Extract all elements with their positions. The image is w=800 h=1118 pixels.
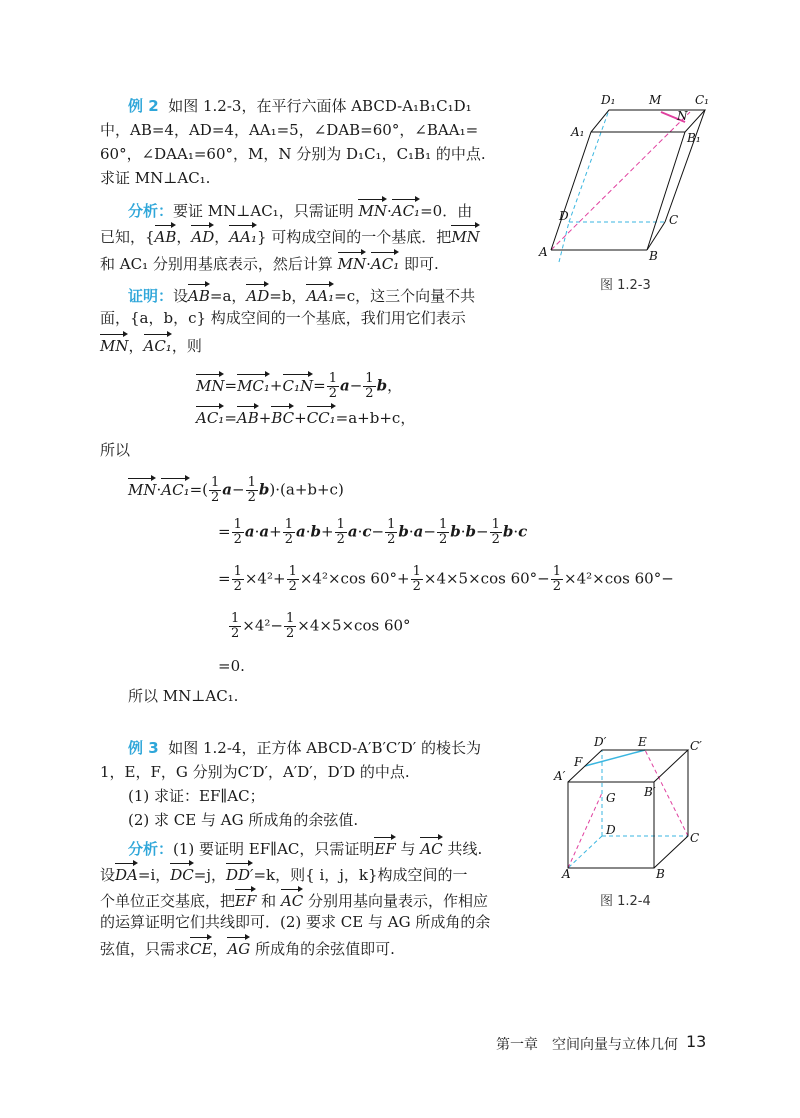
vector-aa1: AA₁ (306, 283, 334, 306)
equation-mn: MN=MC₁+C₁N= $\frac{1}{2}$ a− $\frac{1}{2}$ b， (196, 371, 403, 401)
analysis-text: (1) 要证明 EF∥AC，只需证明 (173, 840, 375, 858)
vector-mn: MN (100, 333, 128, 356)
example3-q1: (1) 求证：EF∥AC； (128, 787, 265, 805)
vector-cc1: CC₁ (307, 405, 336, 428)
analysis-text: 个单位正交基底，把 (100, 892, 236, 910)
fraction-half: $\frac{1}{2}$ (284, 517, 293, 547)
equation-ac1: AC₁=AB+BC+CC₁=a+b+c， (196, 405, 415, 428)
example3-line2: 1，E，F，G 分别为C′D′，A′D′，D′D 的中点. (100, 763, 410, 781)
vector-ad: AD (246, 283, 269, 306)
expansion-line4: $\frac{1}{2}$ ×4²− $\frac{1}{2}$ ×4×5×cos 60° (231, 611, 411, 641)
vector-ac1: AC₁ (196, 405, 224, 428)
vector-dd: DD′ (226, 862, 253, 885)
expansion-line5: =0. (218, 657, 245, 675)
proof-text: ，则 (171, 337, 202, 355)
label-b: B (656, 867, 665, 881)
analysis-text: 与 (400, 840, 416, 858)
label-c1: C₁ (695, 93, 709, 107)
analysis-text: 分别用基向量表示，作相应 (308, 892, 489, 910)
vector-mn: MN (358, 198, 386, 221)
fraction-half: $\frac{1}{2}$ (211, 475, 220, 505)
vector-bc: BC (271, 405, 294, 428)
analysis-text: 所成角的余弦值即可. (255, 940, 395, 958)
so-text: 所以 (100, 441, 131, 459)
analysis-text: =0．由 (420, 202, 473, 220)
proof-line3: MN，AC₁，则 (100, 333, 202, 356)
label-d: D (606, 823, 616, 837)
vector-ac1: AC₁ (392, 198, 420, 221)
vector-aa1: AA₁ (229, 224, 257, 247)
cube-figure (550, 735, 710, 881)
edge-ad (559, 222, 569, 262)
figure1-caption: 图 1.2-3 (600, 278, 651, 293)
figure2-caption: 图 1.2-4 (600, 894, 651, 909)
example2-analysis-line3: 和 AC₁ 分别用基底表示，然后计算 MN·AC₁ 即可. (100, 251, 439, 274)
vector-da: DA (115, 862, 138, 885)
label-c: C (669, 213, 679, 227)
vector-ab: AB (155, 224, 177, 247)
vector-mn: MN (196, 373, 224, 396)
vector-ac: AC (420, 836, 442, 859)
vector-ac1: AC₁ (144, 333, 172, 356)
label-a1: A₁ (571, 125, 585, 139)
edge-bc (647, 222, 665, 250)
example3-q2: (2) 求 CE 与 AG 所成角的余弦值. (128, 811, 359, 829)
analysis-label: 分析： (128, 840, 174, 858)
example2-line3: 60°，∠DAA₁=60°，M，N 分别为 D₁C₁，C₁B₁ 的中点. (100, 145, 486, 163)
chapter-footer: 第一章 空间向量与立体几何 (496, 1037, 678, 1053)
label-f: F (574, 755, 583, 769)
vector-mn: MN (338, 251, 366, 274)
fraction-half: $\frac{1}{2}$ (328, 371, 337, 401)
example2-label: 例 2 (128, 97, 159, 115)
vector-ac: AC (281, 888, 303, 911)
edge-bb1 (647, 132, 685, 250)
right-edges (654, 750, 688, 868)
fraction-half: $\frac{1}{2}$ (285, 611, 295, 641)
expansion-rhs: ·(a+b+c) (275, 480, 344, 499)
vector-ef: EF (374, 836, 395, 859)
example2-text1: 如图 1.2-3，在平行六面体 ABCD-A₁B₁C₁D₁ (168, 97, 472, 115)
proof-line1 (128, 283, 475, 306)
label-b-prime: B′ (644, 785, 656, 799)
fraction-half: $\frac{1}{2}$ (336, 517, 345, 547)
label-a: A (539, 245, 548, 259)
vector-mn: MN (128, 477, 156, 500)
fraction-half: $\frac{1}{2}$ (438, 517, 448, 547)
vector-ad: AD (191, 224, 214, 247)
fraction-half: $\frac{1}{2}$ (491, 517, 500, 547)
fraction-half: $\frac{1}{2}$ (233, 564, 242, 594)
edge-da (568, 836, 602, 868)
label-a-prime: A′ (554, 769, 566, 783)
analysis-text: ， (212, 940, 228, 958)
example2-analysis-line2: 已知，{AB，AD，AA₁} 可构成空间的一个基底．把MN (100, 224, 480, 247)
analysis-text: =i， (137, 866, 171, 884)
label-n: N (677, 109, 688, 123)
label-d: D (559, 209, 569, 223)
label-c: C (690, 831, 700, 845)
fraction-half: $\frac{1}{2}$ (288, 564, 297, 594)
proof-text: 设 (173, 287, 189, 305)
analysis-text: 弦值，只需求 (100, 940, 191, 958)
label-c-prime: C′ (690, 739, 702, 753)
analysis-text: =k，则{ i，j，k}构成空间的一 (253, 866, 468, 884)
example2-line1 (128, 96, 472, 116)
vector-mn: MN (451, 224, 479, 247)
example2-analysis-line1: 分析：要证 MN⊥AC₁，只需证明 MN·AC₁=0．由 (128, 198, 472, 221)
fraction-half: $\frac{1}{2}$ (233, 517, 242, 547)
proof-text: =c，这三个向量不共 (334, 287, 476, 305)
label-a: A (562, 867, 571, 881)
vector-ac1: AC₁ (371, 251, 399, 274)
fraction-half: $\frac{1}{2}$ (412, 564, 421, 594)
vector-mc1: MC₁ (237, 373, 270, 396)
vector-ef: EF (235, 888, 256, 911)
expansion-line2: = $\frac{1}{2}$ a·a+ $\frac{1}{2}$ a·b+ $\frac{1}{2}$ a·c− $\frac{1}{2}$ b·a− $\frac{1}{2}$ b·b− $\frac{1}{2}$ b·c (218, 517, 528, 547)
label-g: G (606, 791, 616, 805)
example3-analysis-line1 (128, 836, 482, 859)
vector-ab: AB (237, 405, 259, 428)
equation-rhs: =a+b+c， (335, 409, 416, 427)
vector-c1n: C₁N (283, 373, 314, 396)
example3-analysis-line3 (100, 888, 488, 911)
fraction-half: $\frac{1}{2}$ (387, 517, 396, 547)
analysis-label: 分析： (128, 202, 174, 220)
example3-line1 (128, 738, 481, 758)
vector-ag: AG (227, 936, 250, 959)
example2-line4: 求证 MN⊥AC₁. (100, 169, 211, 187)
example3-label: 例 3 (128, 739, 159, 757)
analysis-text: 要证 MN⊥AC₁，只需证明 (173, 202, 354, 220)
example3-analysis-line5 (100, 936, 395, 959)
expansion-line3: = $\frac{1}{2}$ ×4²+ $\frac{1}{2}$ ×4²×cos 60°+ $\frac{1}{2}$ ×4×5×cos 60°− $\frac{1}{2}$ ×4²×cos 60°− (218, 564, 674, 594)
analysis-text: 共线. (447, 840, 483, 858)
proof-label: 证明： (128, 287, 174, 305)
parallelepiped-figure (535, 92, 709, 263)
label-d-prime: D′ (594, 735, 607, 749)
example3-analysis-line2 (100, 862, 468, 885)
label-b1: B₁ (687, 131, 701, 145)
proof-text: =b， (269, 287, 307, 305)
vector-ac1: AC₁ (161, 477, 189, 500)
conclusion: 所以 MN⊥AC₁. (128, 687, 239, 705)
analysis-text: } 可构成空间的一个基底．把 (256, 228, 452, 246)
page-number: 13 (686, 1032, 707, 1051)
fraction-half: $\frac{1}{2}$ (552, 564, 562, 594)
vector-dc: DC (170, 862, 194, 885)
analysis-text: 和 (261, 892, 277, 910)
label-d1: D₁ (601, 93, 616, 107)
fraction-half: $\frac{1}{2}$ (231, 611, 240, 641)
label-b: B (649, 249, 658, 263)
analysis-text: 已知，{ (100, 228, 155, 246)
example3-analysis-line4: 的运算证明它们共线即可．(2) 要求 CE 与 AG 所成角的余 (100, 913, 491, 931)
proof-text: =a， (209, 287, 247, 305)
analysis-text: =j， (193, 866, 226, 884)
analysis-text: 即可. (404, 255, 439, 273)
vector-ce: CE (190, 936, 212, 959)
example2-line2: 中，AB=4，AD=4，AA₁=5，∠DAB=60°，∠BAA₁= (100, 121, 479, 139)
fraction-half: $\frac{1}{2}$ (365, 371, 374, 401)
expansion-line1: MN·AC₁=( $\frac{1}{2}$ a− $\frac{1}{2}$ b)·(a+b+c) (128, 475, 344, 505)
vector-ab: AB (188, 283, 210, 306)
label-m: M (649, 93, 662, 107)
fraction-half: $\frac{1}{2}$ (247, 475, 256, 505)
analysis-text: 和 AC₁ 分别用基底表示，然后计算 (100, 255, 333, 273)
edge-cc1 (665, 110, 705, 222)
analysis-text: 设 (100, 866, 116, 884)
label-e: E (638, 735, 647, 749)
example3-text1: 如图 1.2-4，正方体 ABCD-A′B′C′D′ 的棱长为 (168, 739, 481, 757)
proof-line2: 面，{a，b，c} 构成空间的一个基底，我们用它们表示 (100, 309, 466, 327)
segment-ag (568, 793, 602, 868)
